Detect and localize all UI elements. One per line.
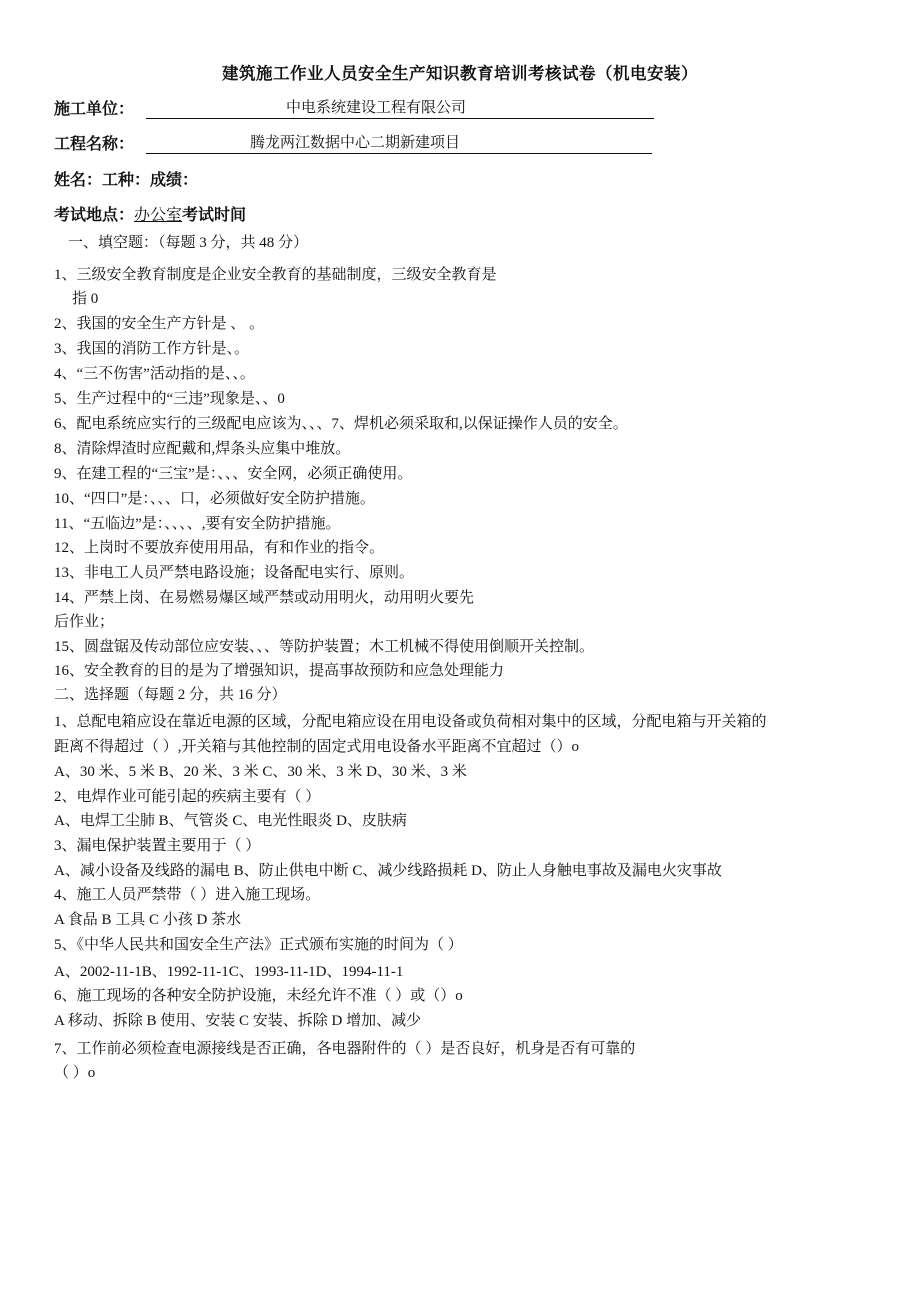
question-line: 5、生产过程中的“三违”现象是、、0 (54, 391, 285, 407)
answer-options: A、电焊工尘肺 B、气管炎 C、电光性眼炎 D、皮肤病 (54, 813, 407, 829)
question-line: 4、“三不伤害”活动指的是、、。 (54, 366, 255, 382)
project-name-blank-tail (490, 133, 652, 154)
project-name-value: 腾龙两江数据中心二期新建项目 (250, 133, 490, 154)
answer-options: A 移动、拆除 B 使用、安装 C 安装、拆除 D 增加、减少 (54, 1013, 422, 1029)
question-line: 指 0 (72, 291, 99, 307)
question-line: 8、清除焊渣时应配戴和,焊条头应集中堆放。 (54, 441, 351, 457)
question-line: 1、总配电箱应设在靠近电源的区域，分配电箱应设在用电设备或负荷相对集中的区域，分配电箱与开关箱的 (54, 714, 767, 730)
question-line: 11、“五临边”是：、、、、,要有安全防护措施。 (54, 516, 341, 532)
answer-options: A、减小设备及线路的漏电 B、防止供电中断 C、减少线路损耗 D、防止人身触电事故及漏电火灾事故 (54, 863, 722, 879)
question-line: 9、在建工程的“三宝”是：、、、安全网，必须正确使用。 (54, 466, 413, 482)
answer-options: A 食品 B 工具 C 小孩 D 茶水 (54, 912, 242, 928)
question-line: 6、施工现场的各种安全防护设施，未经允许不准（ ）或（）o (54, 988, 463, 1004)
exam-location-value: 办公室 (134, 207, 183, 224)
question-line: 6、配电系统应实行的三级配电应该为、、、7、焊机必须采取和,以保证操作人员的安全。 (54, 416, 628, 432)
exam-time-label: 考试时间 (182, 207, 247, 224)
candidate-info-row: 姓名：工种：成绩： (54, 172, 199, 189)
construction-unit-blank-tail (492, 98, 654, 119)
project-name-label: 工程名称： (54, 136, 135, 153)
question-line: 3、我国的消防工作方针是、。 (54, 341, 250, 357)
section-heading-choice: 二、选择题（每题 2 分，共 16 分） (54, 687, 287, 703)
question-line: 15、圆盘锯及传动部位应安装、、、等防护装置；木工机械不得使用倒顺开关控制。 (54, 639, 595, 655)
exam-location-label: 考试地点： (54, 207, 135, 224)
question-line: 16、安全教育的目的是为了增强知识，提高事故预防和应急处理能力 (54, 663, 505, 679)
answer-options: A、2002-11-1B、1992-11-1C、1993-11-1D、1994-11-1 (54, 964, 404, 980)
question-line: （ ）o (54, 1065, 96, 1081)
question-line: 2、电焊作业可能引起的疾病主要有（ ） (54, 789, 321, 805)
answer-options: A、30 米、5 米 B、20 米、3 米 C、30 米、3 米 D、30 米、3 米 (54, 764, 467, 780)
section-heading-fill-in: 一、填空题：（每题 3 分，共 48 分） (68, 235, 309, 251)
question-line: 4、施工人员严禁带（ ）进入施工现场。 (54, 887, 321, 903)
question-line: 1、三级安全教育制度是企业安全教育的基础制度，三级安全教育是 (54, 267, 497, 283)
project-name-blank (146, 133, 250, 154)
question-line: 3、漏电保护装置主要用于（ ） (54, 838, 261, 854)
question-line: 距离不得超过（ ）,开关箱与其他控制的固定式用电设备水平距离不宜超过（）o (54, 739, 580, 755)
project-name-row (54, 131, 652, 154)
question-line: 7、工作前必须检查电源接线是否正确，各电器附件的（ ）是否良好，机身是否有可靠的 (54, 1041, 636, 1057)
question-line: 13、非电工人员严禁电路设施；设备配电实行、原则。 (54, 565, 415, 581)
question-line: 2、我国的安全生产方针是 、 。 (54, 316, 265, 332)
exam-location-row (54, 202, 246, 225)
question-line: 12、上岗时不要放弃使用用品，有和作业的指令。 (54, 540, 385, 556)
exam-title: 建筑施工作业人员安全生产知识教育培训考核试卷（机电安装） (222, 65, 698, 83)
question-line: 后作业； (54, 614, 115, 630)
question-line: 10、“四口”是：、、、口，必须做好安全防护措施。 (54, 491, 375, 507)
construction-unit-label: 施工单位： (54, 101, 135, 118)
construction-unit-value: 中电系统建设工程有限公司 (286, 98, 492, 119)
question-line: 5、《中华人民共和国安全生产法》正式颁布实施的时间为（ ） (54, 937, 463, 953)
construction-unit-row (54, 96, 654, 119)
question-line: 14、严禁上岗、在易燃易爆区域严禁或动用明火，动用明火要先 (54, 590, 475, 606)
construction-unit-blank (146, 98, 286, 119)
